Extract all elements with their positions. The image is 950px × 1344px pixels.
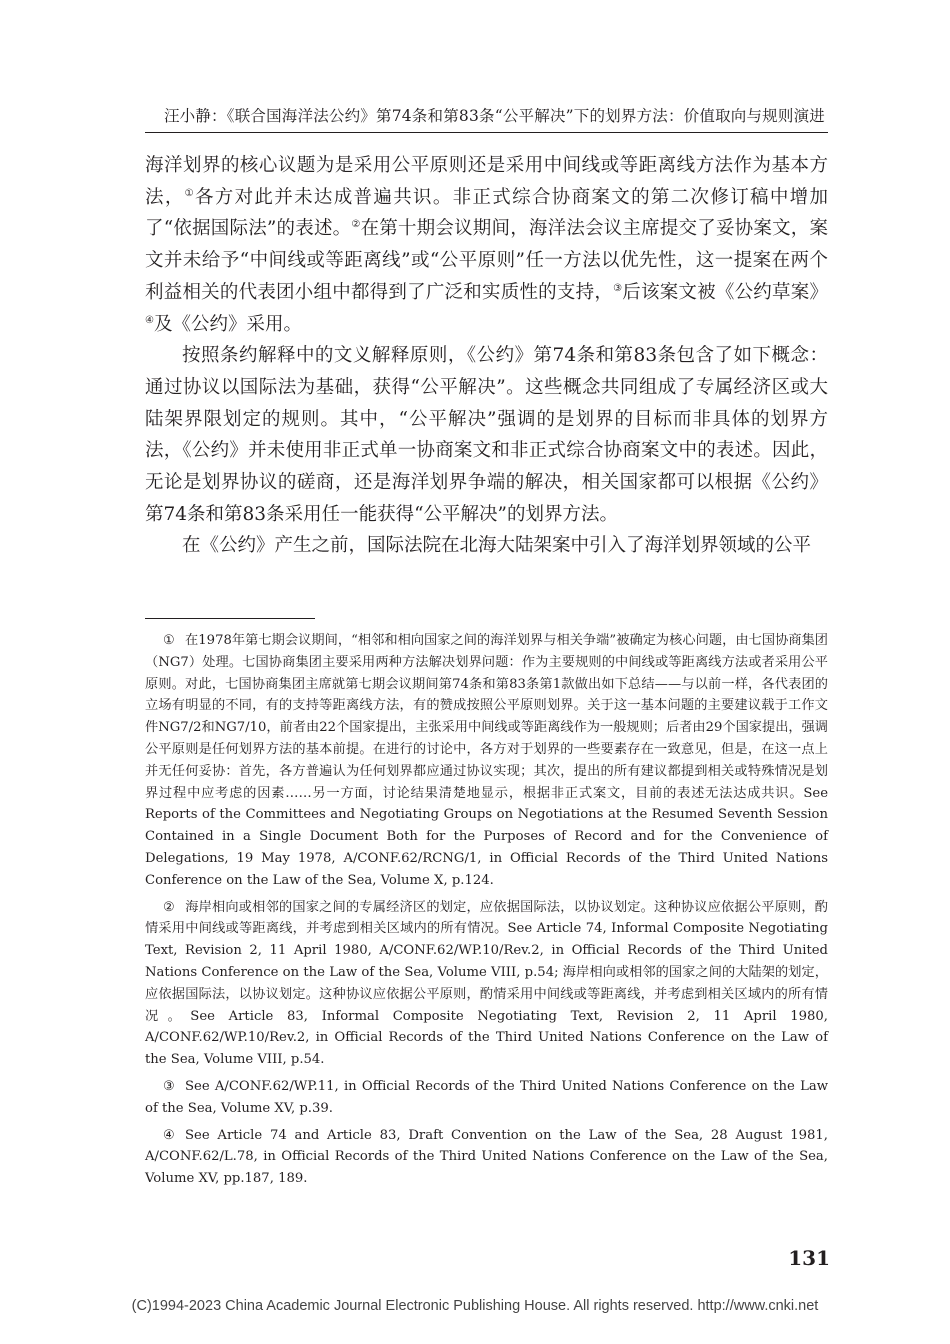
footnote-ref[interactable]: ③ (613, 282, 623, 294)
page-number: 131 (788, 1246, 830, 1270)
paragraph: 在《公约》产生之前，国际法院在北海大陆架案中引入了海洋划界领域的公平 (182, 535, 812, 557)
paragraph: 按照条约解释中的文义解释原则，《公约》第74条和第83条包含了如下概念：通过协议以国际法为基础，获得“公平解决”。这些概念共同组成了专属经济区或大陆架界限划定的规则。其中，“公平解决”强调的是划界的目标而非具体的划界方法，《公约》并未使用非正式单一协商案文和非正式综合协商案文中的表述。因此，无论是划界协议的磋商，还是海洋划界争端的解决，相关国家都可以根据《公约》第74条和第83条采用任一能获得“公平解决”的划界方法。 (145, 345, 828, 525)
footnote-mark: ① (163, 633, 175, 648)
running-header: 汪小静：《联合国海洋法公约》第74条和第83条“公平解决”下的划界方法：价值取向与规则演进 (163, 107, 825, 125)
footnote-separator (145, 618, 315, 619)
footnote-mark: ② (163, 899, 175, 915)
footnotes (145, 630, 828, 1195)
footnote-ref[interactable]: ② (351, 219, 361, 231)
footnote: ② 海岸相向或相邻的国家之间的专属经济区的划定，应依据国际法，以协议划定。这种协议应依据公平原则，酌情采用中间线或等距离线，并考虑到相关区域内的所有情况。See Article 74, Informal Composite Negotiating Text, Revision 2, 11 April 1980, A/CONF.62/WP.10/Rev.2, in Official Records of the Third United Nations Conference on the Law of the Sea, Volume VIII, p.54; 海岸相向或相邻的国家之间的大陆架的划定，应依据国际法，以协议划定。这种协议应依据公平原则，酌情采用中间线或等距离线，并考虑到相关区域内的所有情况。See Article 83, Informal Composite Negotiating Text, Revision 2, 11 April 1980, A/CONF.62/WP.10/Rev.2, in Official Records of the Third United Nations Conference on the Law of the Sea, Volume VIII, p.54. (145, 897, 828, 1071)
footnote-ref[interactable]: ① (184, 187, 195, 199)
footnote-ref[interactable]: ④ (145, 314, 154, 326)
copyright-footer: (C)1994-2023 China Academic Journal Electronic Publishing House. All rights reserved. http://www.cnki.net (131, 1298, 819, 1314)
footnote-mark: ④ (163, 1127, 175, 1143)
footnote: ① 在1978年第七期会议期间，“相邻和相向国家之间的海洋划界与相关争端”被确定为核心问题，由七国协商集团（NG7）处理。七国协商集团主要采用两种方法解决划界问题：作为主要规则的中间线或等距离线方法或者采用公平原则。对此，七国协商集团主席就第七期会议期间第74条和第83条第1款做出如下总结——与以前一样，各代表团的立场有明显的不同，有的支持等距离线方法，有的赞成按照公平原则划界。关于这一基本问题的主要建议载于工作文件NG7/2和NG7/10，前者由22个国家提出，主张采用中间线或等距离线作为一般规则；后者由29个国家提出，强调公平原则是任何划界方法的基本前提。在进行的讨论中，各方对于划界的一些要素存在一致意见，但是，在这一点上并无任何妥协：首先，各方普遍认为任何划界都应通过协议实现；其次，提出的所有建议都提到相关或特殊情况是划界过程中应考虑的因素……另一方面，讨论结果清楚地显示，根据非正式案文，目前的表述无法达成共识。See Reports of the Committees and Negotiating Groups on Negotiations at the Resumed Seventh Session Contained in a Single Document Both for the Purposes of Record and for the Convenience of Delegations, 19 May 1978, A/CONF.62/RCNG/1, in Official Records of the Third United Nations Conference on the Law of the Sea, Volume X, p.124. (145, 630, 828, 892)
footnote-mark: ③ (163, 1078, 175, 1094)
footnote: ④ See Article 74 and Article 83, Draft Convention on the Law of the Sea, 28 August 1981, A/CONF.62/L.78, in Official Records of the Third United Nations Conference on the Law of the Sea, Volume XV, pp.187, 189. (145, 1125, 828, 1190)
body-text (145, 150, 828, 562)
header-rule (145, 132, 828, 133)
footnote: ③ See A/CONF.62/WP.11, in Official Records of the Third United Nations Conference on the Law of the Sea, Volume XV, p.39. (145, 1076, 828, 1120)
paragraph: 海洋划界的核心议题为是采用公平原则还是采用中间线或等距离线方法作为基本方法，①各方对此并未达成普遍共识。非正式综合协商案文的第二次修订稿中增加了“依据国际法”的表述。②在第十期会议期间，海洋法会议主席提交了妥协案文，案文并未给予“中间线或等距离线”或“公平原则”任一方法以优先性，这一提案在两个利益相关的代表团小组中都得到了广泛和实质性的支持，③后该案文被《公约草案》④及《公约》采用。 (145, 155, 828, 335)
